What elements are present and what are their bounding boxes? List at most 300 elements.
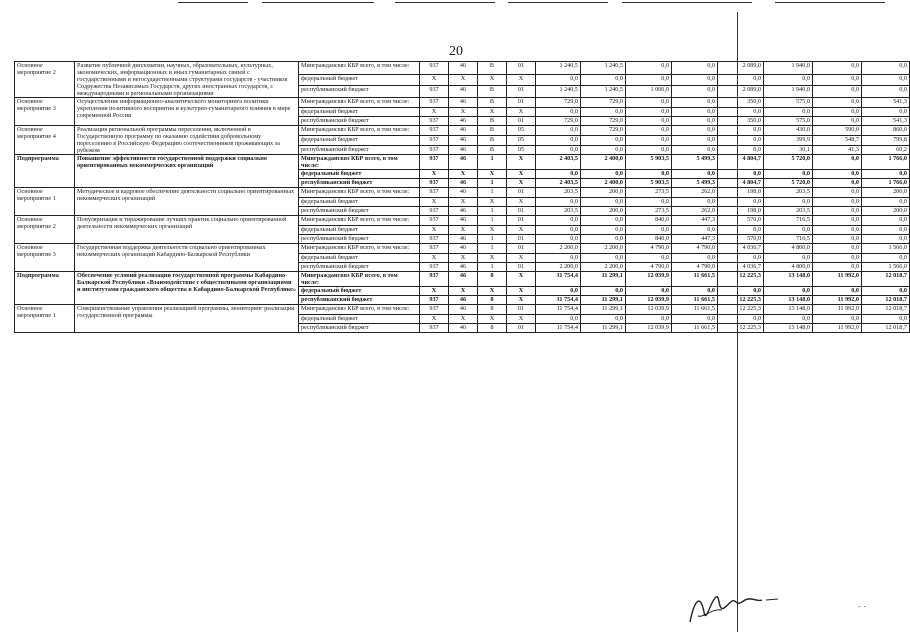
value-cell: 0,0: [813, 315, 862, 324]
source-label: республиканский бюджет: [299, 263, 420, 272]
source-label: республиканский бюджет: [299, 117, 420, 126]
value-cell: 0,0: [672, 136, 718, 145]
value-cell: 0,0: [626, 198, 672, 207]
section-type: Основное мероприятие 2: [15, 216, 75, 244]
value-cell: 200,0: [862, 188, 910, 198]
value-cell: 11 992,0: [813, 296, 862, 305]
value-cell: 273,5: [626, 207, 672, 216]
code-cell: X: [449, 315, 478, 324]
code-cell: 1: [478, 216, 507, 226]
value-cell: 4 036,7: [718, 244, 764, 254]
value-cell: 570,0: [718, 235, 764, 244]
top-rule-2: [262, 2, 374, 3]
table-row: [15, 216, 910, 226]
value-cell: 590,0: [813, 126, 862, 136]
value-cell: 11 661,5: [672, 324, 718, 333]
value-cell: 0,0: [581, 145, 626, 154]
value-cell: 0,0: [672, 287, 718, 296]
value-cell: 12 018,7: [862, 305, 910, 315]
value-cell: 0,0: [718, 226, 764, 235]
budget-table: [14, 61, 910, 333]
value-cell: 12 039,9: [626, 324, 672, 333]
code-cell: 46: [449, 188, 478, 198]
value-cell: 5 903,5: [626, 179, 672, 188]
code-cell: 1: [478, 244, 507, 254]
value-cell: 262,0: [672, 207, 718, 216]
value-cell: 0,0: [626, 117, 672, 126]
value-cell: 0,0: [581, 315, 626, 324]
source-label: республиканский бюджет: [299, 86, 420, 98]
source-label: Минграждансвяз КБР всего, в том числе:: [299, 188, 420, 198]
value-cell: 0,0: [672, 74, 718, 86]
value-cell: 4 036,7: [718, 263, 764, 272]
value-cell: 0,0: [813, 235, 862, 244]
value-cell: 0,0: [718, 315, 764, 324]
value-cell: 203,5: [536, 188, 581, 198]
value-cell: 5 720,0: [764, 179, 813, 188]
section-title: Государственная поддержка деятельности социально ориентированных некоммерческих организаций Кабардино-Балкарской Республики: [75, 244, 299, 272]
value-cell: 262,0: [672, 188, 718, 198]
code-cell: 937: [420, 324, 449, 333]
code-cell: 46: [449, 179, 478, 188]
value-cell: 203,5: [536, 207, 581, 216]
value-cell: 11 992,0: [813, 305, 862, 315]
section-title: Обеспечение условий реализации государственной программы Кабардино-Балкарской Республики «Взаимодействие с общественными организациями и институтами гражданского общества в Кабардино-Балкарской Республике»: [75, 272, 299, 305]
source-label: республиканский бюджет: [299, 235, 420, 244]
code-cell: 46: [449, 263, 478, 272]
value-cell: 0,0: [718, 108, 764, 117]
code-cell: 46: [449, 62, 478, 75]
source-label: Минграждансвяз КБР всего, в том числе:: [299, 62, 420, 75]
value-cell: 0,0: [718, 136, 764, 145]
code-cell: 01: [507, 235, 536, 244]
value-cell: 570,0: [718, 216, 764, 226]
value-cell: 11 754,4: [536, 296, 581, 305]
value-cell: 729,0: [536, 98, 581, 108]
value-cell: 30,1: [764, 145, 813, 154]
table-row: [15, 272, 910, 287]
value-cell: 0,0: [581, 216, 626, 226]
value-cell: 0,0: [536, 216, 581, 226]
value-cell: 0,0: [672, 254, 718, 263]
value-cell: 860,0: [862, 126, 910, 136]
value-cell: 430,0: [764, 126, 813, 136]
value-cell: 203,5: [764, 207, 813, 216]
value-cell: 11 299,1: [581, 305, 626, 315]
code-cell: 937: [420, 62, 449, 75]
value-cell: 0,0: [862, 235, 910, 244]
code-cell: X: [507, 170, 536, 179]
value-cell: 0,0: [764, 287, 813, 296]
code-cell: 1: [478, 179, 507, 188]
code-cell: 937: [420, 296, 449, 305]
value-cell: 0,0: [764, 226, 813, 235]
value-cell: 0,0: [536, 287, 581, 296]
top-rule-3: [395, 2, 495, 3]
section-title: Совершенствование управления реализацией программы, мониторинг реализации государственной программы: [75, 305, 299, 333]
value-cell: 0,0: [813, 207, 862, 216]
value-cell: 13 148,0: [764, 296, 813, 305]
value-cell: 0,0: [764, 108, 813, 117]
top-rule-6: [775, 2, 885, 3]
code-cell: 46: [449, 207, 478, 216]
code-cell: 01: [507, 188, 536, 198]
value-cell: 60,2: [862, 145, 910, 154]
value-cell: 2 400,0: [581, 155, 626, 170]
value-cell: 4 790,0: [672, 244, 718, 254]
value-cell: 0,0: [764, 254, 813, 263]
value-cell: 0,0: [862, 315, 910, 324]
value-cell: 0,0: [672, 117, 718, 126]
code-cell: X: [507, 296, 536, 305]
value-cell: 11 299,1: [581, 272, 626, 287]
code-cell: X: [507, 254, 536, 263]
value-cell: 0,0: [672, 170, 718, 179]
value-cell: 0,0: [718, 254, 764, 263]
value-cell: 1 940,0: [764, 86, 813, 98]
value-cell: 4 790,0: [626, 263, 672, 272]
code-cell: X: [507, 198, 536, 207]
value-cell: 200,0: [862, 207, 910, 216]
value-cell: 11 992,0: [813, 272, 862, 287]
code-cell: 01: [507, 244, 536, 254]
table-row: [15, 62, 910, 75]
code-cell: 937: [420, 244, 449, 254]
scan-fold-line: [737, 12, 738, 632]
code-cell: 46: [449, 155, 478, 170]
value-cell: 4 800,0: [764, 263, 813, 272]
source-label: федеральный бюджет: [299, 287, 420, 296]
section-type: Подпрограмма: [15, 155, 75, 188]
code-cell: X: [507, 315, 536, 324]
value-cell: 0,0: [626, 98, 672, 108]
code-cell: X: [478, 287, 507, 296]
code-cell: 46: [449, 98, 478, 108]
code-cell: 01: [507, 98, 536, 108]
value-cell: 5 903,5: [626, 155, 672, 170]
value-cell: 350,0: [718, 117, 764, 126]
code-cell: 1: [478, 188, 507, 198]
value-cell: 0,0: [672, 126, 718, 136]
signature: [682, 572, 792, 632]
code-cell: 937: [420, 272, 449, 287]
value-cell: 0,0: [626, 254, 672, 263]
value-cell: 729,0: [581, 126, 626, 136]
table-row: [15, 98, 910, 108]
value-cell: 0,0: [862, 287, 910, 296]
code-cell: 05: [507, 145, 536, 154]
value-cell: 13 148,0: [764, 305, 813, 315]
source-label: Минграждансвяз КБР всего, в том числе:: [299, 305, 420, 315]
value-cell: 840,0: [626, 235, 672, 244]
code-cell: X: [420, 108, 449, 117]
value-cell: 11 661,5: [672, 305, 718, 315]
code-cell: X: [420, 315, 449, 324]
value-cell: 2 089,0: [718, 62, 764, 75]
code-cell: 01: [507, 263, 536, 272]
source-label: федеральный бюджет: [299, 136, 420, 145]
code-cell: X: [420, 74, 449, 86]
value-cell: 0,0: [626, 136, 672, 145]
value-cell: 0,0: [672, 145, 718, 154]
value-cell: 0,0: [813, 244, 862, 254]
value-cell: 0,0: [626, 287, 672, 296]
value-cell: 2 200,0: [581, 244, 626, 254]
source-label: федеральный бюджет: [299, 254, 420, 263]
code-cell: 05: [507, 126, 536, 136]
section-title: Повышение эффективности государственной поддержки социально ориентированных некоммерческих организаций: [75, 155, 299, 188]
code-cell: 46: [449, 216, 478, 226]
code-cell: X: [449, 226, 478, 235]
table-row: [15, 305, 910, 315]
value-cell: 0,0: [626, 145, 672, 154]
code-cell: X: [449, 287, 478, 296]
source-label: федеральный бюджет: [299, 170, 420, 179]
value-cell: 350,0: [718, 98, 764, 108]
value-cell: 840,0: [626, 216, 672, 226]
value-cell: 1 566,0: [862, 263, 910, 272]
value-cell: 729,0: [581, 98, 626, 108]
code-cell: X: [478, 170, 507, 179]
section-type: Основное мероприятие 1: [15, 305, 75, 333]
value-cell: 11 754,4: [536, 324, 581, 333]
value-cell: 0,0: [813, 198, 862, 207]
value-cell: 0,0: [581, 136, 626, 145]
scan-marks: . .: [858, 600, 866, 609]
value-cell: 0,0: [718, 170, 764, 179]
code-cell: X: [449, 74, 478, 86]
code-cell: 937: [420, 117, 449, 126]
code-cell: 1: [478, 207, 507, 216]
value-cell: 0,0: [672, 198, 718, 207]
code-cell: 937: [420, 216, 449, 226]
code-cell: 937: [420, 263, 449, 272]
value-cell: 198,0: [718, 188, 764, 198]
value-cell: 0,0: [536, 145, 581, 154]
value-cell: 1 240,5: [581, 86, 626, 98]
value-cell: 0,0: [536, 108, 581, 117]
value-cell: 12 018,7: [862, 296, 910, 305]
value-cell: 41,3: [813, 145, 862, 154]
value-cell: 0,0: [862, 254, 910, 263]
code-cell: X: [478, 254, 507, 263]
value-cell: 4 790,0: [672, 263, 718, 272]
value-cell: 1 240,5: [536, 86, 581, 98]
value-cell: 0,0: [813, 254, 862, 263]
code-cell: X: [420, 254, 449, 263]
value-cell: 203,5: [764, 188, 813, 198]
value-cell: 0,0: [626, 126, 672, 136]
value-cell: 1 766,0: [862, 179, 910, 188]
value-cell: 1 566,0: [862, 244, 910, 254]
section-type: Основное мероприятие 1: [15, 188, 75, 216]
value-cell: 13 148,0: [764, 324, 813, 333]
value-cell: 0,0: [672, 226, 718, 235]
code-cell: 937: [420, 155, 449, 170]
value-cell: 12 039,9: [626, 305, 672, 315]
value-cell: 12 039,9: [626, 272, 672, 287]
source-label: республиканский бюджет: [299, 179, 420, 188]
value-cell: 0,0: [813, 117, 862, 126]
section-type: Подпрограмма: [15, 272, 75, 305]
value-cell: 1 766,0: [862, 155, 910, 170]
code-cell: X: [420, 198, 449, 207]
source-label: федеральный бюджет: [299, 108, 420, 117]
source-label: Минграждансвяз КБР всего, в том числе:: [299, 216, 420, 226]
value-cell: 0,0: [581, 235, 626, 244]
value-cell: 0,0: [718, 198, 764, 207]
value-cell: 0,0: [536, 254, 581, 263]
code-cell: X: [507, 179, 536, 188]
value-cell: 0,0: [764, 315, 813, 324]
code-cell: В: [478, 117, 507, 126]
top-rule-1: [178, 2, 248, 3]
value-cell: 0,0: [813, 155, 862, 170]
code-cell: 01: [507, 86, 536, 98]
value-cell: 11 299,1: [581, 296, 626, 305]
value-cell: 4 804,7: [718, 155, 764, 170]
value-cell: 0,0: [626, 170, 672, 179]
code-cell: 1: [478, 235, 507, 244]
value-cell: 799,8: [862, 136, 910, 145]
code-cell: X: [507, 155, 536, 170]
value-cell: 1 240,5: [581, 62, 626, 75]
value-cell: 0,0: [764, 170, 813, 179]
value-cell: 0,0: [536, 74, 581, 86]
value-cell: 5 720,0: [764, 155, 813, 170]
value-cell: 0,0: [813, 86, 862, 98]
code-cell: X: [478, 74, 507, 86]
value-cell: 548,7: [813, 136, 862, 145]
section-type: Основное мероприятие 4: [15, 126, 75, 155]
code-cell: 46: [449, 126, 478, 136]
value-cell: 0,0: [626, 315, 672, 324]
value-cell: 729,0: [581, 117, 626, 126]
value-cell: 4 790,0: [626, 244, 672, 254]
value-cell: 4 804,7: [718, 179, 764, 188]
source-label: федеральный бюджет: [299, 74, 420, 86]
source-label: федеральный бюджет: [299, 198, 420, 207]
value-cell: 0,0: [862, 74, 910, 86]
value-cell: 0,0: [813, 62, 862, 75]
code-cell: 46: [449, 244, 478, 254]
code-cell: 01: [507, 216, 536, 226]
value-cell: 0,0: [581, 254, 626, 263]
value-cell: 0,0: [672, 98, 718, 108]
code-cell: X: [507, 108, 536, 117]
code-cell: 46: [449, 324, 478, 333]
top-rule-4: [508, 2, 608, 3]
code-cell: 05: [507, 136, 536, 145]
value-cell: 11 754,4: [536, 305, 581, 315]
value-cell: 0,0: [862, 170, 910, 179]
value-cell: 11 992,0: [813, 324, 862, 333]
code-cell: В: [478, 136, 507, 145]
value-cell: 0,0: [718, 145, 764, 154]
value-cell: 0,0: [813, 170, 862, 179]
code-cell: 8: [478, 272, 507, 287]
value-cell: 0,0: [764, 198, 813, 207]
value-cell: 0,0: [813, 226, 862, 235]
value-cell: 0,0: [862, 108, 910, 117]
value-cell: 2 200,0: [581, 263, 626, 272]
value-cell: 0,0: [536, 136, 581, 145]
code-cell: X: [507, 272, 536, 287]
source-label: республиканский бюджет: [299, 145, 420, 154]
value-cell: 0,0: [813, 263, 862, 272]
value-cell: 0,0: [813, 74, 862, 86]
value-cell: 447,3: [672, 235, 718, 244]
value-cell: 0,0: [626, 226, 672, 235]
code-cell: X: [420, 226, 449, 235]
value-cell: 0,0: [764, 74, 813, 86]
value-cell: 12 018,7: [862, 272, 910, 287]
source-label: Минграждансвяз КБР всего, в том числе:: [299, 244, 420, 254]
code-cell: В: [478, 98, 507, 108]
value-cell: 4 800,0: [764, 244, 813, 254]
code-cell: 937: [420, 145, 449, 154]
code-cell: 01: [507, 305, 536, 315]
code-cell: 46: [449, 272, 478, 287]
section-title: Методическое и кадровое обеспечение деятельности социально ориентированных некоммерческих организаций: [75, 188, 299, 216]
value-cell: 0,0: [581, 74, 626, 86]
value-cell: 12 225,3: [718, 324, 764, 333]
code-cell: X: [478, 108, 507, 117]
code-cell: 8: [478, 296, 507, 305]
code-cell: 937: [420, 126, 449, 136]
value-cell: 0,0: [813, 216, 862, 226]
source-label: федеральный бюджет: [299, 226, 420, 235]
value-cell: 575,0: [764, 117, 813, 126]
code-cell: 46: [449, 86, 478, 98]
code-cell: X: [507, 287, 536, 296]
value-cell: 200,0: [581, 207, 626, 216]
code-cell: В: [478, 62, 507, 75]
value-cell: 0,0: [813, 287, 862, 296]
code-cell: X: [449, 198, 478, 207]
value-cell: 447,3: [672, 216, 718, 226]
value-cell: 0,0: [626, 108, 672, 117]
value-cell: 0,0: [581, 170, 626, 179]
code-cell: 46: [449, 136, 478, 145]
code-cell: X: [449, 254, 478, 263]
value-cell: 0,0: [672, 108, 718, 117]
code-cell: 937: [420, 98, 449, 108]
value-cell: 729,0: [536, 117, 581, 126]
code-cell: 937: [420, 188, 449, 198]
code-cell: X: [420, 170, 449, 179]
code-cell: 46: [449, 117, 478, 126]
value-cell: 0,0: [862, 62, 910, 75]
code-cell: 46: [449, 296, 478, 305]
value-cell: 0,0: [536, 235, 581, 244]
value-cell: 0,0: [581, 198, 626, 207]
code-cell: В: [478, 86, 507, 98]
section-title: Осуществление информационно-аналитического мониторинга политики укрепления позитивного восприятия и культурно-гуманитарного влияния в мире современной России: [75, 98, 299, 126]
code-cell: В: [478, 145, 507, 154]
code-cell: 937: [420, 179, 449, 188]
section-type: Основное мероприятие 2: [15, 62, 75, 98]
value-cell: 0,0: [626, 74, 672, 86]
section-title: Популяризация и тиражирование лучших практик социально ориентированной деятельности некоммерческих организаций: [75, 216, 299, 244]
value-cell: 0,0: [718, 74, 764, 86]
value-cell: 13 148,0: [764, 272, 813, 287]
value-cell: 11 299,1: [581, 324, 626, 333]
value-cell: 0,0: [813, 188, 862, 198]
code-cell: 8: [478, 305, 507, 315]
code-cell: X: [420, 287, 449, 296]
section-type: Основное мероприятие 3: [15, 244, 75, 272]
